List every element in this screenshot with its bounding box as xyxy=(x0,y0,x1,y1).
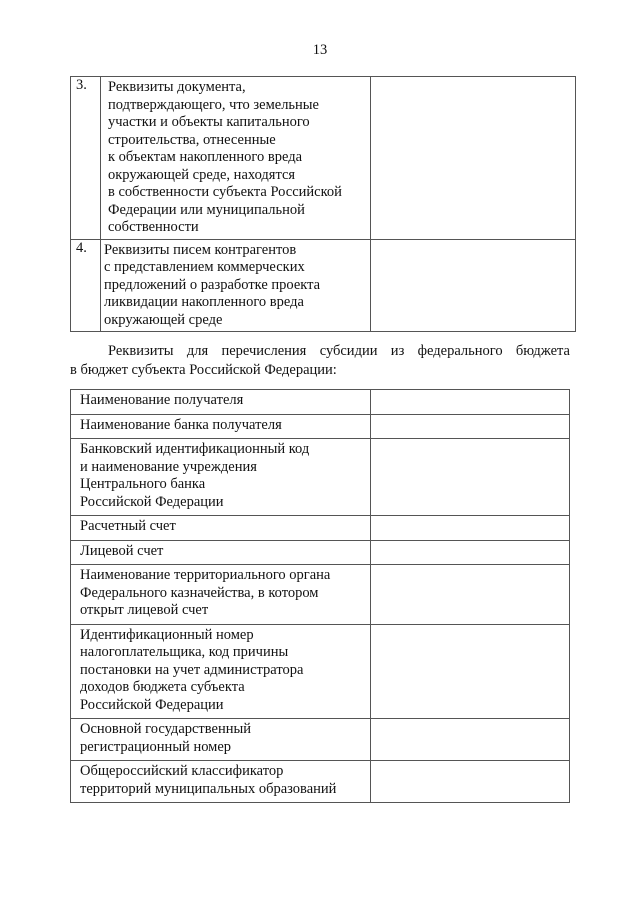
label-line: Расчетный счет xyxy=(80,518,176,534)
label-line: территорий муниципальных образований xyxy=(80,780,337,797)
label-line: Лицевой счет xyxy=(80,542,164,559)
requisites-documents-table xyxy=(70,76,576,332)
table-row xyxy=(71,761,570,803)
label-line: Российской Федерации xyxy=(80,493,224,510)
label-line: регистрационный номер xyxy=(80,738,232,755)
label-line: в собственности субъекта Российской xyxy=(108,184,342,200)
label-line: собственности xyxy=(108,219,199,235)
table-row xyxy=(71,390,570,415)
label-line: к объектам накопленного вреда xyxy=(108,149,303,165)
value-cell xyxy=(371,719,570,761)
table-row xyxy=(71,77,576,240)
label-line: участки и объекты капитального xyxy=(108,114,310,130)
label-line: Федерального казначейства, в котором xyxy=(80,584,319,601)
label-line: постановки на учет администратора xyxy=(80,661,304,678)
row-label xyxy=(71,565,371,625)
row-label xyxy=(101,239,371,332)
table-row xyxy=(71,239,576,332)
value-cell xyxy=(371,761,570,803)
value-cell xyxy=(371,390,570,415)
label-line: окружающей среде xyxy=(104,311,223,328)
label-line: доходов бюджета субъекта xyxy=(80,679,245,695)
row-label xyxy=(71,719,371,761)
value-cell xyxy=(371,540,570,565)
row-label xyxy=(71,439,371,516)
row-number: 4. xyxy=(71,239,101,332)
label-line: Центрального банка xyxy=(80,476,206,492)
bank-requisites-table xyxy=(70,389,570,803)
table-row xyxy=(71,624,570,719)
value-cell xyxy=(371,439,570,516)
label-line: Банковский идентификационный код xyxy=(80,441,310,457)
table-row xyxy=(71,540,570,565)
label-line: предложений о разработке проекта xyxy=(104,276,321,293)
label-line: Наименование получателя xyxy=(80,392,244,408)
table-row xyxy=(71,565,570,625)
label-line: Реквизиты писем контрагентов xyxy=(104,241,297,258)
label-line: Реквизиты документа, xyxy=(108,79,246,95)
value-cell xyxy=(371,624,570,719)
row-label xyxy=(101,77,371,240)
intro-line: Реквизиты для перечисления субсидии из федерального бюджета xyxy=(108,343,570,359)
intro-line: в бюджет субъекта Российской Федерации: xyxy=(70,361,337,378)
row-label xyxy=(71,414,371,439)
page-number: 13 xyxy=(312,42,328,58)
label-line: подтверждающего, что земельные xyxy=(108,96,319,113)
label-line: открыт лицевой счет xyxy=(80,602,209,618)
label-line: Общероссийский классификатор xyxy=(80,763,284,779)
label-line: Наименование банка получателя xyxy=(80,416,282,433)
value-cell xyxy=(371,414,570,439)
intro-paragraph xyxy=(70,342,570,379)
row-label xyxy=(71,516,371,541)
row-label xyxy=(71,540,371,565)
value-cell xyxy=(371,77,576,240)
label-line: Основной государственный xyxy=(80,721,251,737)
label-line: строительства, отнесенные xyxy=(108,131,276,148)
value-cell xyxy=(371,565,570,625)
row-label xyxy=(71,390,371,415)
label-line: Наименование территориального органа xyxy=(80,567,331,583)
label-line: и наименование учреждения xyxy=(80,458,257,475)
label-line: ликвидации накопленного вреда xyxy=(104,294,304,310)
label-line: с представлением коммерческих xyxy=(104,259,305,275)
value-cell xyxy=(371,239,576,332)
table-row xyxy=(71,439,570,516)
table-row xyxy=(71,414,570,439)
row-label xyxy=(71,761,371,803)
table-row xyxy=(71,719,570,761)
label-line: налогоплательщика, код причины xyxy=(80,644,289,660)
label-line: Российской Федерации xyxy=(80,696,224,713)
row-number: 3. xyxy=(71,77,101,240)
label-line: Федерации или муниципальной xyxy=(108,201,305,218)
label-line: Идентификационный номер xyxy=(80,626,254,643)
row-label xyxy=(71,624,371,719)
label-line: окружающей среде, находятся xyxy=(108,166,296,183)
value-cell xyxy=(371,516,570,541)
table-row xyxy=(71,516,570,541)
